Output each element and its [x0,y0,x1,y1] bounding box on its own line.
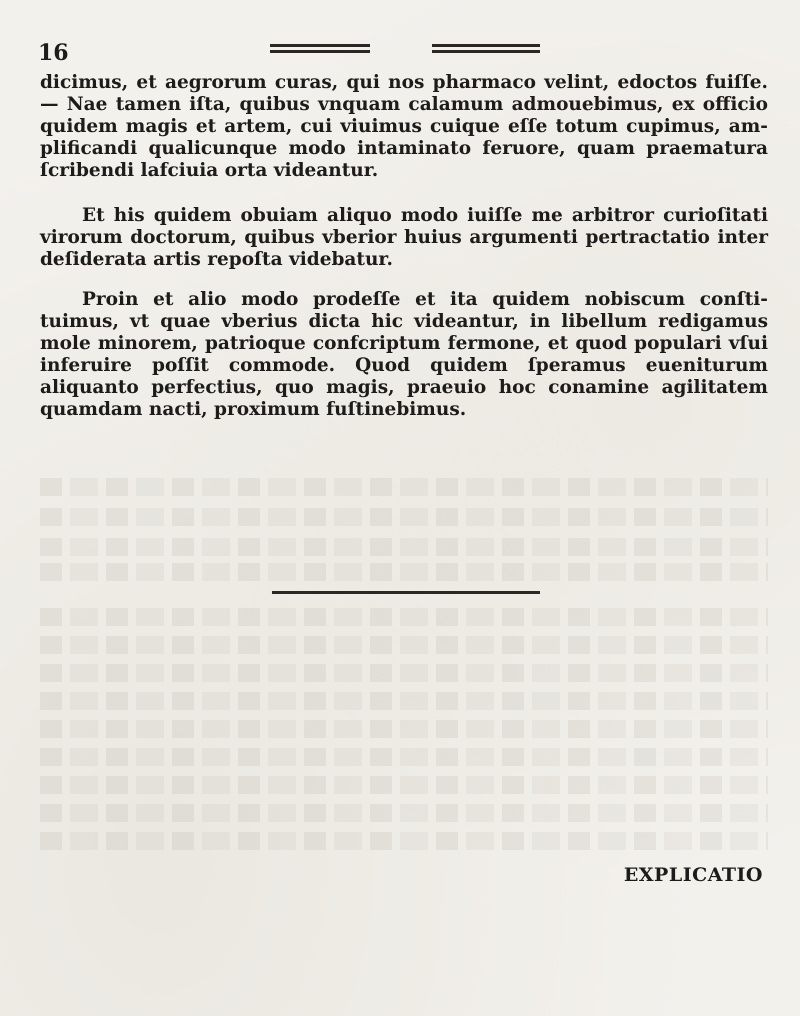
bleed-through-text [40,538,768,556]
bleed-through-text [40,563,768,581]
bleed-through-text [40,664,768,682]
header-ornament-right [432,44,540,58]
catchword: EXPLICATIO [623,864,763,886]
section-separator-rule [272,591,540,594]
bleed-through-text [40,720,768,738]
bleed-through-text [40,692,768,710]
bleed-through-text [40,804,768,822]
bleed-through-text [40,832,768,850]
bleed-through-text [40,636,768,654]
header-ornament-left [270,44,370,58]
paragraph-1: dicimus, et aegrorum curas, qui nos pharmaco velint, edoctos fuiſſe. — Nae tamen iſta, quibus vnquam calamum admouebimus, ex officio quidem magis et artem, cui viuimus cuique eſſe totum cupimus, am-plificandi qualicunque modo intaminato feruore, quam praematura ſcribendi lafciuia orta videantur. [40,72,768,181]
page-number: 16 [38,40,69,66]
bleed-through-text [40,776,768,794]
paragraph-3: Proin et alio modo prodeſſe et ita quidem nobiscum conſti-tuimus, vt quae vberius dicta hic videantur, in libellum redigamus mole minorem, patrioque confcriptum fermone, et quod populari vſui inferuire poſſit commode. Quod quidem ſperamus eueniturum aliquanto perfectius, quo magis, praeuio hoc conamine agilitatem quamdam nacti, proximum fuſtinebimus. [40,289,768,420]
bleed-through-text [40,608,768,626]
paragraph-2: Et his quidem obuiam aliquo modo iuiſſe me arbitror curioſitati virorum doctorum, quibus vberior huius argumenti pertractatio inter deſiderata artis repoſta videbatur. [40,205,768,270]
bleed-through-text [40,748,768,766]
bleed-through-text [40,478,768,496]
bleed-through-text [40,508,768,526]
